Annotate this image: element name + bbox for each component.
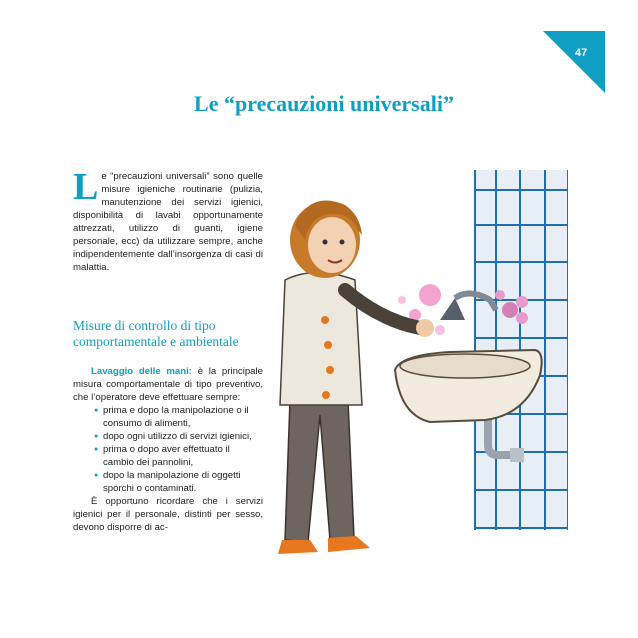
intro-text: e “precauzioni universali” sono quelle misure igieniche routinarie (pulizia, manutenzione dei servizi igienici, disponibilità di lavabi opportunamente attrezzati, utilizzo di guanti, igiene personale, ecc) da utilizzare sempre, anche indipendentemente dall’insorgenza di casi di malattia. (73, 171, 263, 273)
lead-term: Lavaggio delle mani: (91, 366, 192, 377)
page-corner-tab (543, 31, 605, 93)
corner-triangle-icon (543, 31, 605, 93)
list-item: ● dopo ogni utilizzo di servizi igienici, (103, 430, 263, 443)
list-item: ● dopo la manipolazione di oggetti sporchi o contaminati. (103, 469, 263, 495)
bullet-list (73, 404, 263, 495)
drop-cap: L (73, 166, 99, 208)
lead-text: è la principale misura comportamentale di tipo preventivo, che l’operatore deve effettuare sempre: (73, 366, 263, 403)
page-number: 47 (575, 47, 588, 59)
closing-paragraph: È opportuno ricordare che i servizi igienici per il personale, distinti per sesso, devono disporre di ac- (73, 496, 263, 533)
intro-paragraph (73, 166, 263, 274)
lead-paragraph (73, 365, 263, 404)
section-heading: Misure di controllo di tipo comportamentale e ambientale (73, 318, 239, 349)
list-item: ● prima o dopo aver effettuato il cambio dei pannolini, (103, 443, 263, 469)
legs (278, 400, 370, 554)
section-body (73, 365, 263, 534)
page-title: Le “precauzioni universali” (194, 91, 454, 116)
head (290, 201, 362, 279)
list-item: ● prima e dopo la manipolazione o il consumo di alimenti, (103, 404, 263, 430)
hands (416, 319, 434, 337)
woman-washing-hands-illustration (270, 170, 568, 560)
